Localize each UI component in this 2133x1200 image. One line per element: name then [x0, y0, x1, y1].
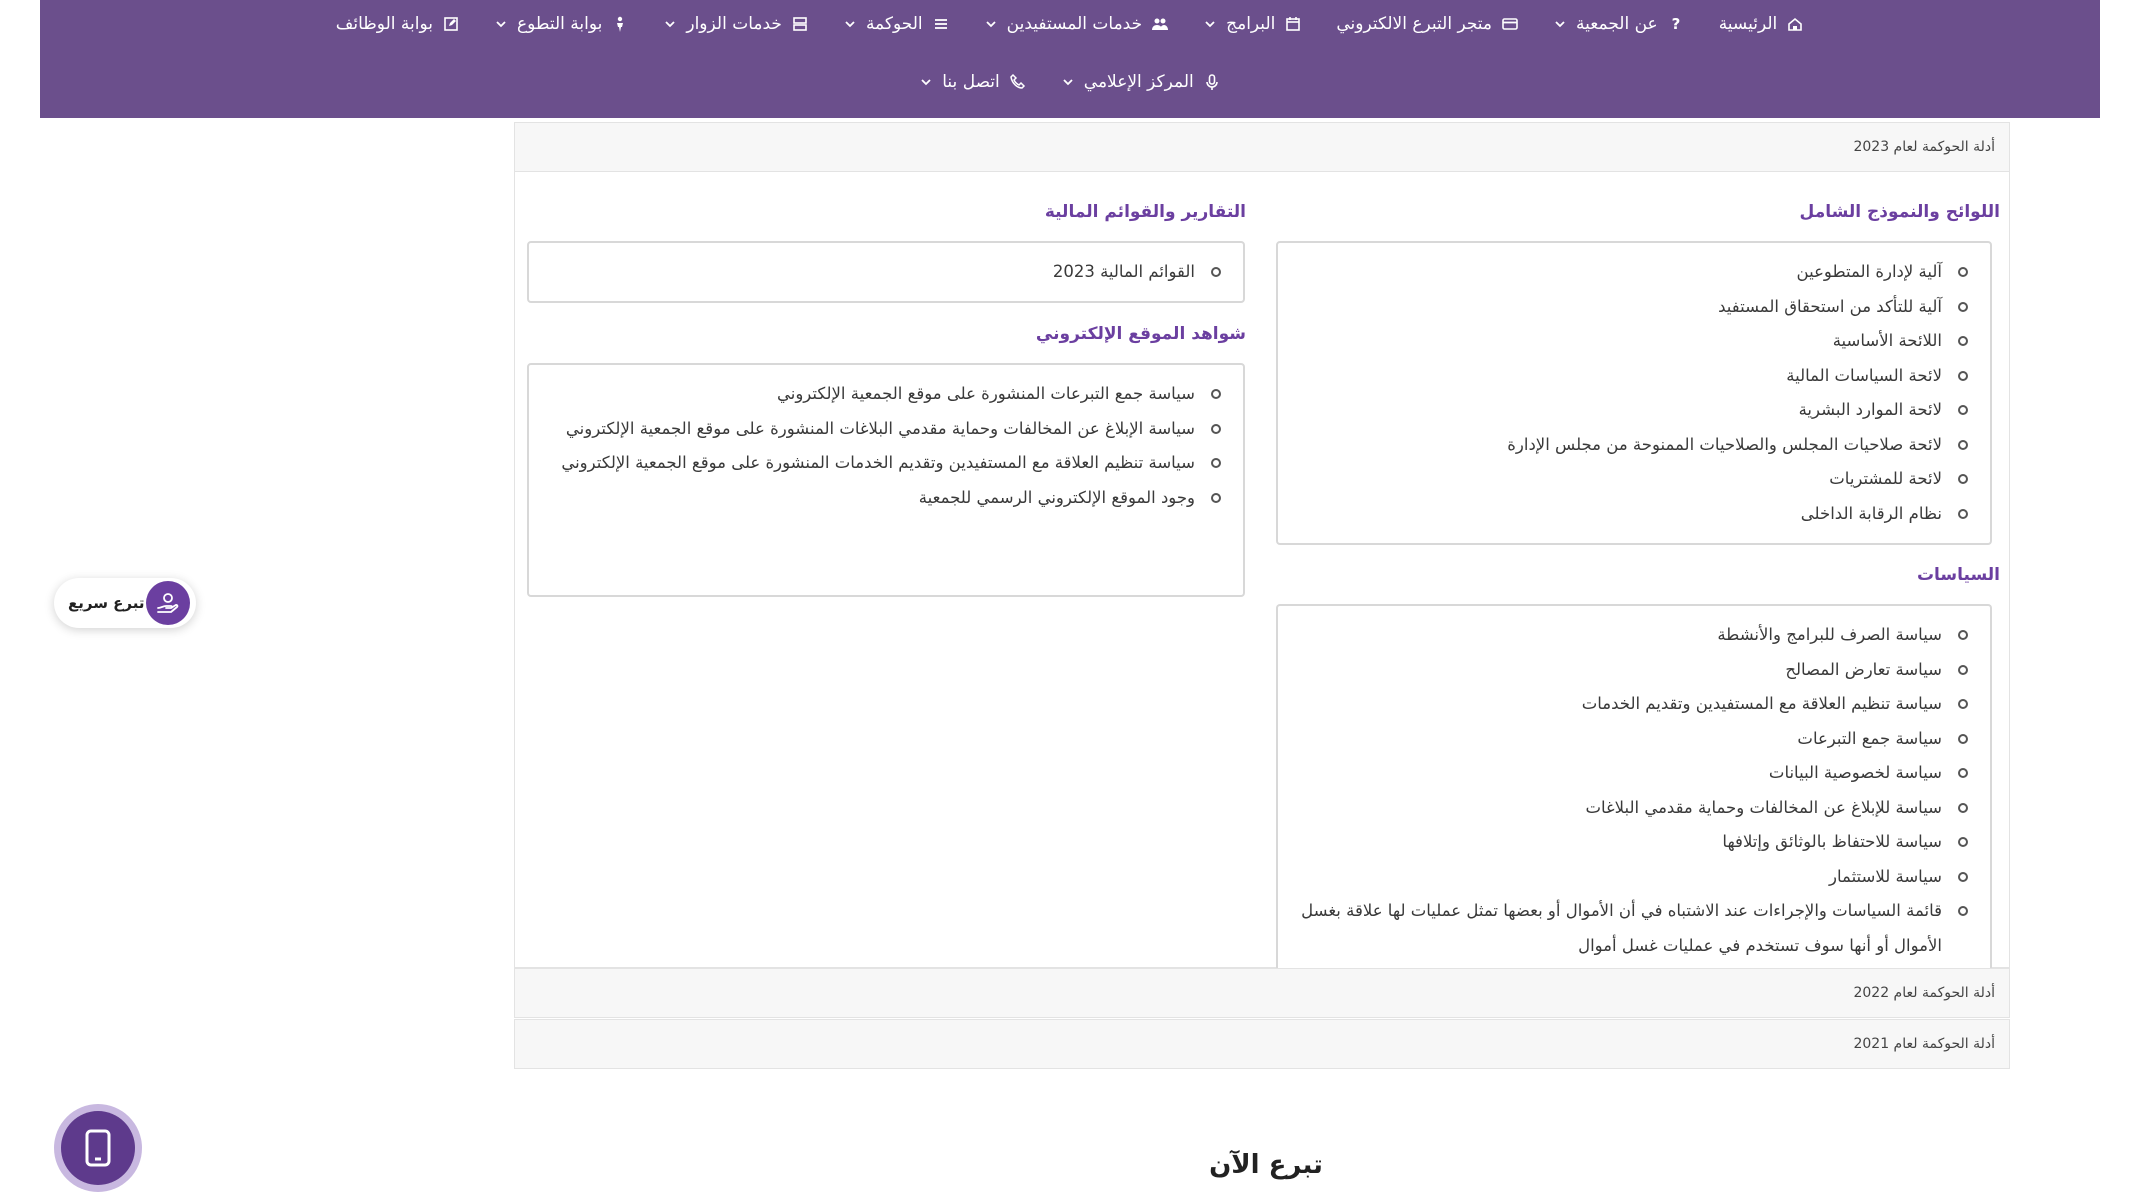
document-link[interactable]: سياسة تعارض المصالح [1294, 653, 1972, 688]
regulations-title: اللوائح والنموذج الشامل [1799, 202, 2000, 222]
mobile-icon [61, 1111, 135, 1185]
nav-item-users[interactable] [984, 14, 1169, 34]
nav-item-label: الحوكمة [865, 14, 923, 34]
top-navbar [40, 0, 2100, 118]
reports-title: التقارير والقوائم المالية [1044, 202, 1246, 222]
policies-title: السياسات [1916, 565, 2000, 585]
nav-item-label: اتصل بنا [942, 72, 1000, 92]
person-icon [611, 15, 629, 33]
document-link[interactable]: آلية للتأكد من استحقاق المستفيد [1294, 290, 1972, 325]
nav-item-label: الرئيسية [1718, 14, 1778, 34]
nav-item-label: البرامج [1226, 14, 1276, 34]
document-link[interactable]: لائحة صلاحيات المجلس والصلاحيات الممنوحة من مجلس الإدارة [1294, 428, 1972, 463]
accordion-label: أدلة الحوكمة لعام 2021 [1853, 1036, 1995, 1052]
document-link[interactable]: آلية لإدارة المتطوعين [1294, 255, 1972, 290]
chevron-down-icon [1203, 17, 1217, 31]
document-link[interactable]: سياسة للاحتفاظ بالوثائق وإتلافها [1294, 825, 1972, 860]
document-link[interactable]: لائحة السياسات المالية [1294, 359, 1972, 394]
nav-item-question[interactable] [1553, 14, 1685, 34]
nav-item-person[interactable] [494, 14, 629, 34]
edit-icon [442, 15, 460, 33]
reports-list [529, 243, 1243, 300]
policies-list [1278, 606, 1990, 973]
document-link[interactable]: اللائحة الأساسية [1294, 324, 1972, 359]
chevron-down-icon [663, 17, 677, 31]
question-icon [1667, 15, 1685, 33]
donate-hand-icon [146, 581, 190, 625]
chevron-down-icon [1061, 75, 1075, 89]
document-link[interactable]: نظام الرقابة الداخلى [1294, 497, 1972, 532]
document-link[interactable]: سياسة الإبلاغ عن المخالفات وحماية مقدمي البلاغات المنشورة على موقع الجمعية الإلكتروني [545, 412, 1225, 447]
document-link[interactable]: وجود الموقع الإلكتروني الرسمي للجمعية [545, 481, 1225, 516]
document-link[interactable]: لائحة الموارد البشرية [1294, 393, 1972, 428]
nav-item-label: المركز الإعلامي [1083, 72, 1194, 92]
nav-item-calendar[interactable] [1203, 14, 1302, 34]
nav-item-label: خدمات المستفيدين [1006, 14, 1143, 34]
document-link[interactable]: سياسة للإبلاغ عن المخالفات وحماية مقدمي البلاغات [1294, 791, 1972, 826]
home-icon [1786, 15, 1804, 33]
donate-now-heading: تبرع الآن [1209, 1150, 1323, 1180]
document-link[interactable]: القوائم المالية 2023 [545, 255, 1225, 290]
nav-item-label: خدمات الزوار [686, 14, 782, 34]
accordion-label: أدلة الحوكمة لعام 2023 [1853, 139, 1995, 155]
document-link[interactable]: قائمة السياسات والإجراءات عند الاشتباه في أن الأموال أو بعضها تمثل عمليات لها علاقة بغسل الأموال أو أنها سوف تستخدم في عمليات غسل أموال [1294, 894, 1972, 963]
nav-row-secondary [40, 72, 2100, 92]
nav-item-mic[interactable] [1061, 72, 1221, 92]
mic-icon [1203, 73, 1221, 91]
server-icon [791, 15, 809, 33]
document-link[interactable]: لائحة للمشتريات [1294, 462, 1972, 497]
card-icon [1501, 15, 1519, 33]
nav-item-label: بوابة التطوع [516, 14, 603, 34]
svg-text:?: ? [1671, 15, 1681, 33]
list-icon [932, 15, 950, 33]
nav-item-label: عن الجمعية [1576, 14, 1658, 34]
document-link[interactable]: سياسة جمع التبرعات المنشورة على موقع الجمعية الإلكتروني [545, 377, 1225, 412]
nav-item-label: بوابة الوظائف [335, 14, 433, 34]
quick-donate-label: تبرع سريع [68, 594, 145, 612]
regulations-box [1276, 241, 1992, 545]
accordion-header-2023[interactable] [514, 122, 2010, 172]
nav-row-primary [40, 14, 2100, 34]
reports-box [527, 241, 1245, 303]
regulations-list [1278, 243, 1990, 541]
phone-icon [1009, 73, 1027, 91]
accordion-header-2021[interactable] [514, 1019, 2010, 1069]
chevron-down-icon [843, 17, 857, 31]
nav-item-home[interactable] [1719, 14, 1805, 34]
website-title: شواهد الموقع الإلكتروني [1035, 324, 1246, 344]
document-link[interactable]: سياسة تنظيم العلاقة مع المستفيدين وتقديم الخدمات المنشورة على موقع الجمعية الإلكتروني [545, 446, 1225, 481]
accordion-header-2022[interactable] [514, 968, 2010, 1018]
nav-item-label: متجر التبرع الالكتروني [1336, 14, 1493, 34]
accordion-label: أدلة الحوكمة لعام 2022 [1853, 985, 1995, 1001]
chevron-down-icon [919, 75, 933, 89]
nav-item-edit[interactable] [336, 14, 460, 34]
document-link[interactable]: سياسة تنظيم العلاقة مع المستفيدين وتقديم الخدمات [1294, 687, 1972, 722]
mobile-app-button[interactable] [54, 1104, 142, 1192]
document-link[interactable]: سياسة جمع التبرعات [1294, 722, 1972, 757]
website-box [527, 363, 1245, 597]
chevron-down-icon [1553, 17, 1567, 31]
nav-item-list[interactable] [843, 14, 950, 34]
nav-item-server[interactable] [663, 14, 809, 34]
nav-item-phone[interactable] [919, 72, 1027, 92]
quick-donate-button[interactable] [54, 578, 196, 628]
chevron-down-icon [984, 17, 998, 31]
calendar-icon [1284, 15, 1302, 33]
policies-box [1276, 604, 1992, 968]
document-link[interactable]: سياسة الصرف للبرامج والأنشطة [1294, 618, 1972, 653]
document-link[interactable]: سياسة للاستثمار [1294, 860, 1972, 895]
document-link[interactable]: سياسة لخصوصية البيانات [1294, 756, 1972, 791]
nav-item-card[interactable] [1336, 14, 1519, 34]
users-icon [1151, 15, 1169, 33]
chevron-down-icon [494, 17, 508, 31]
website-list [529, 365, 1243, 525]
